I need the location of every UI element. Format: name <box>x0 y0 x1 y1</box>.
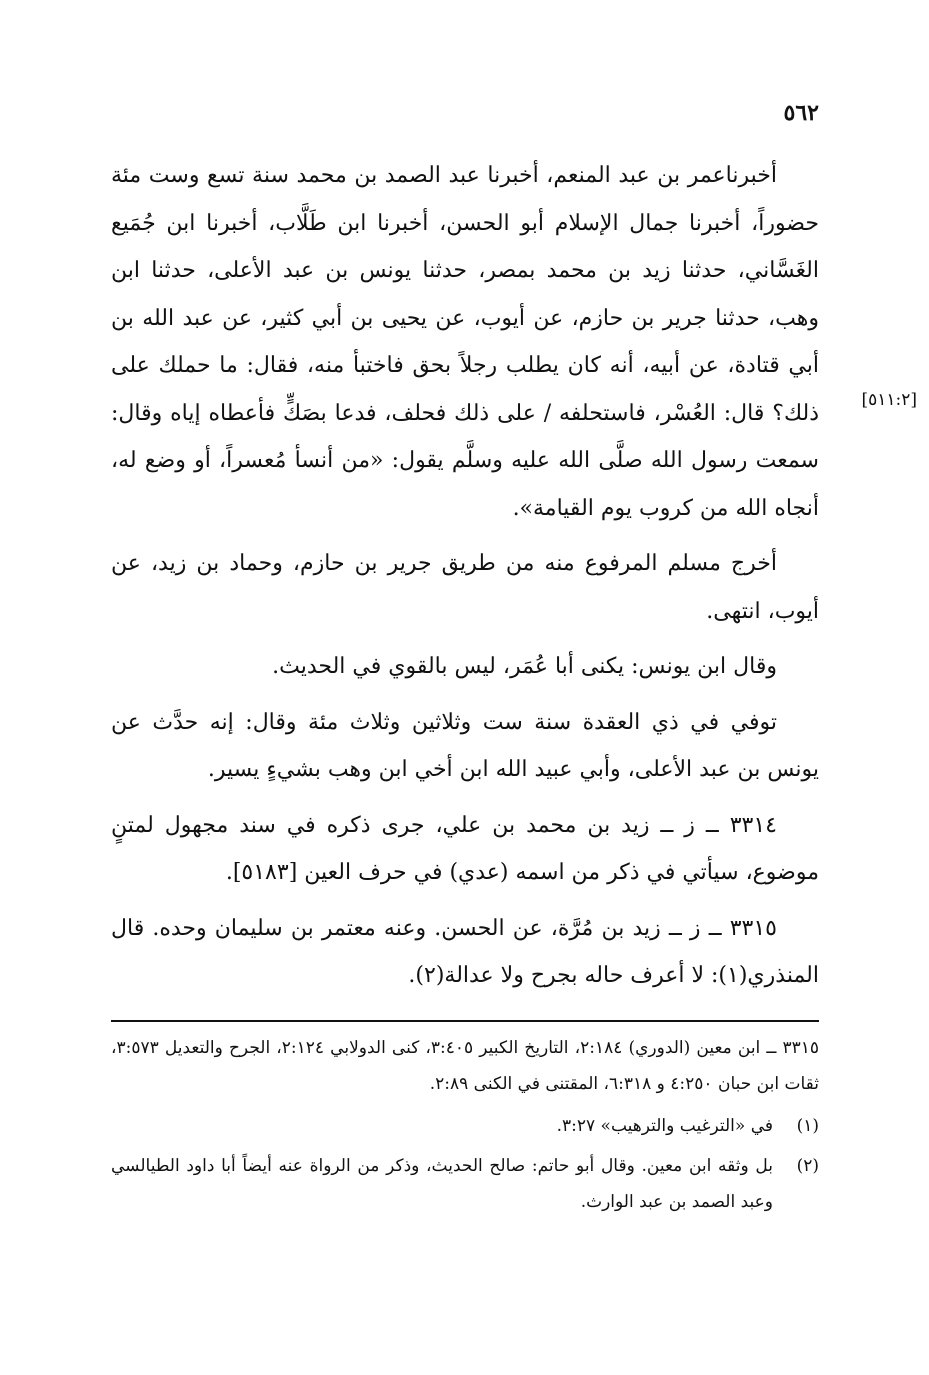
footnote-number: (٢) <box>796 1156 819 1176</box>
entry-3314: ٣٣١٤ ــ ز ــ زيد بن محمد بن علي، جرى ذكره في سند مجهول لمتنٍ موضوع، سيأتي في ذكر من اسمه (عدي) في حرف العين [٥١٨٣]. <box>111 812 819 885</box>
main-text <box>111 152 819 1008</box>
volume-page-marker: [٥١١:٢] <box>861 390 917 410</box>
paragraph-death: توفي في ذي العقدة سنة ست وثلاثين وثلاث مئة وقال: إنه حدَّث عن يونس بن عبد الأعلى، وأبي عبيد الله ابن أخي ابن وهب بشيءٍ يسير. <box>111 709 819 782</box>
paragraph-ibn-yunus: وقال ابن يونس: يكنى أبا عُمَر، ليس بالقوي في الحديث. <box>272 654 777 679</box>
footnote-text: بل وثقه ابن معين. وقال أبو حاتم: صالح الحديث، وذكر من الرواة عنه أيضاً أبا داود الطيالسي وعبد الصمد بن عبد الوارث. <box>111 1156 773 1212</box>
footnote-text: في «الترغيب والترهيب» ٣:٢٧. <box>556 1116 773 1136</box>
paragraph-takhrij: أخرج مسلم المرفوع منه من طريق جرير بن حازم، وحماد بن زيد، عن أيوب، انتهى. <box>111 551 819 624</box>
paragraph-hadith-chain: أخبرناعمر بن عبد المنعم، أخبرنا عبد الصمد بن محمد سنة تسع وست مئة حضوراً، أخبرنا جمال الإسلام أبو الحسن، أخبرنا ابن طَلَّاب، أخبرنا ابن جُمَيع الغَسَّاني، حدثنا زيد بن محمد بمصر، حدثنا يونس بن عبد الأعلى، حدثنا ابن وهب، حدثنا جرير بن حازم، عن أيوب، عن يحيى بن أبي كثير، عن عبد الله بن أبي قتادة، عن أبيه، أنه كان يطلب رجلاً بحق فاختبأ منه، فقال: ما حملك على ذلك؟ قال: العُسْر، فاستحلفه / على ذلك فحلف، فدعا بصَكٍّ فأعطاه إياه وقال: سمعت رسول الله صلَّى الله عليه وسلَّم يقول: «من أنسأ مُعسراً، أو وضع له، أنجاه الله من كروب يوم القيامة». <box>111 163 819 521</box>
footnotes <box>111 1030 819 1224</box>
footnote-item <box>111 1148 819 1220</box>
footnote-item <box>111 1108 819 1144</box>
page-number: ٥٦٢ <box>783 100 819 126</box>
footnote-divider <box>111 1020 819 1022</box>
footnote-sources: ٣٣١٥ ــ ابن معين (الدوري) ٢:١٨٤، التاريخ الكبير ٣:٤٠٥، كنى الدولابي ٢:١٢٤، الجرح والتعديل ٣:٥٧٣، ثقات ابن حبان ٤:٢٥٠ و ٦:٣١٨، المقتنى في الكنى ٢:٨٩. <box>111 1038 819 1094</box>
footnote-number: (١) <box>796 1116 819 1136</box>
entry-3315: ٣٣١٥ ــ ز ــ زيد بن مُرَّة، عن الحسن. وعنه معتمر بن سليمان وحده. قال المنذري(١): لا أعرف حاله بجرح ولا عدالة(٢). <box>111 915 819 988</box>
